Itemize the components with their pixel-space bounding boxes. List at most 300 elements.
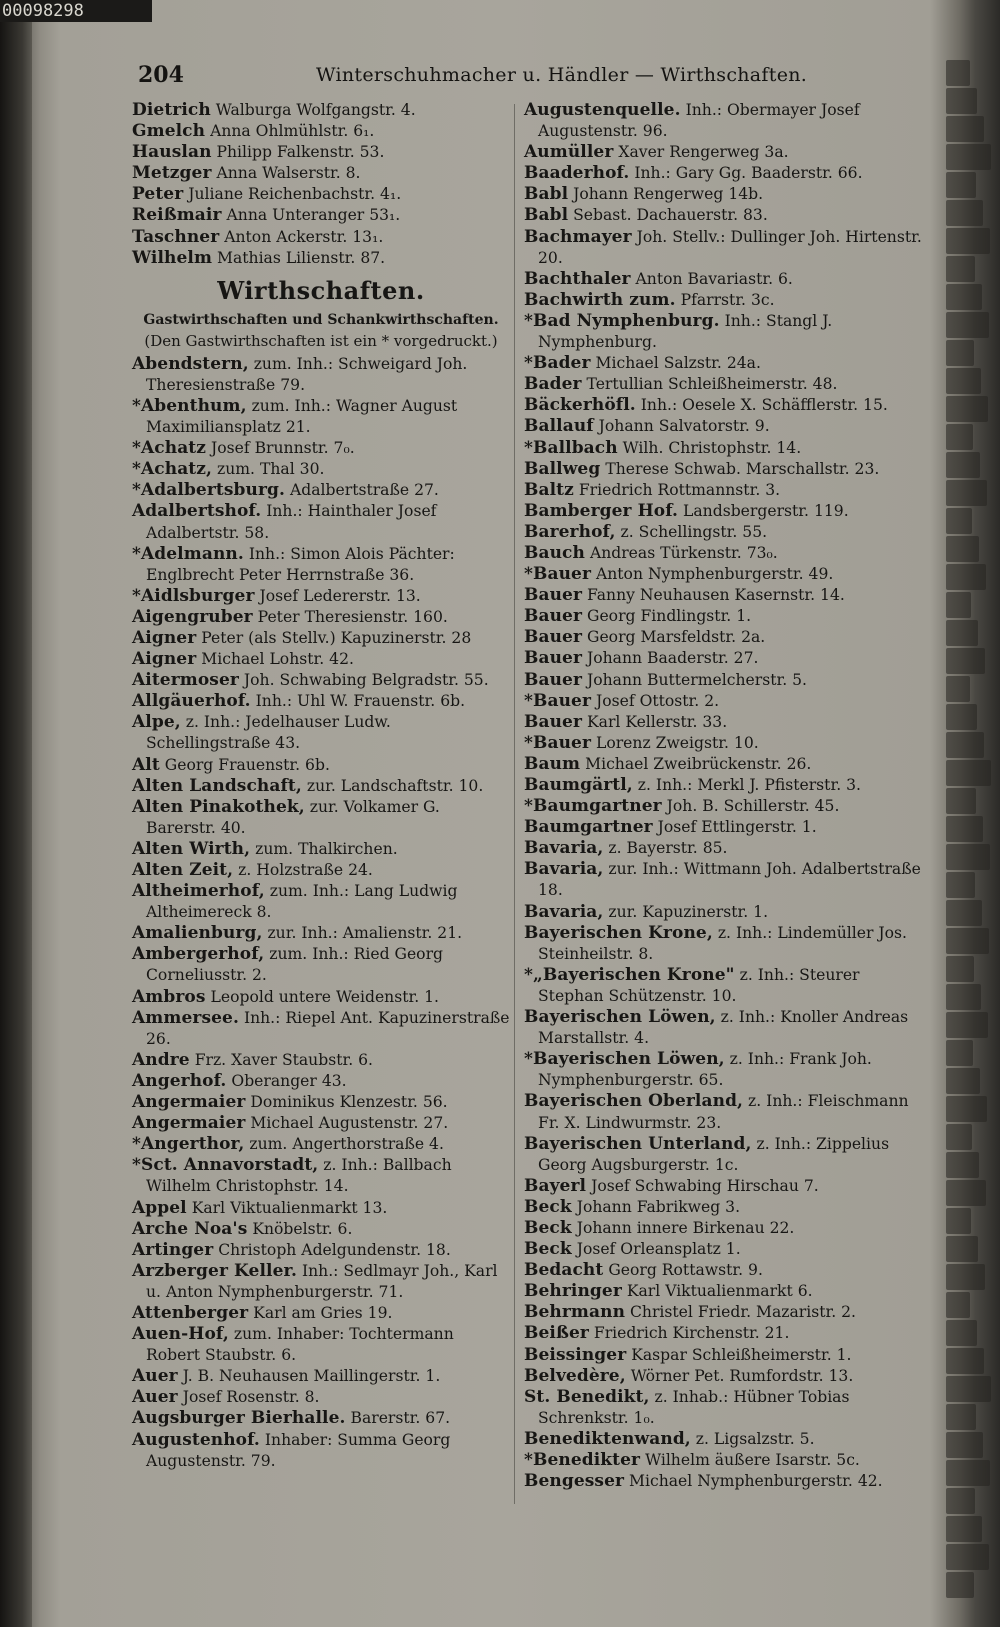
directory-entry [524, 1471, 924, 1492]
entry-name: Bauer [524, 648, 583, 669]
entry-details: Joh. B. Schillerstr. 45. [666, 797, 840, 816]
edge-text-fragment [946, 760, 991, 786]
entry-name: Taschner [132, 226, 220, 247]
directory-entry [132, 1092, 510, 1113]
entry-name: Beissinger [524, 1344, 627, 1365]
entry-details: Sebast. Dachauerstr. 83. [573, 206, 768, 225]
entry-name: Andre [132, 1049, 190, 1070]
directory-entry [132, 100, 510, 121]
directory-entry [524, 543, 924, 564]
directory-entry [524, 606, 924, 627]
entry-details: Inh.: Gary Gg. Baaderstr. 66. [634, 164, 863, 183]
edge-text-fragment [946, 816, 983, 842]
entry-name: Augsburger Bierhalle. [132, 1408, 346, 1429]
directory-entry [132, 163, 510, 184]
entry-name: *Achatz, [132, 459, 213, 480]
entry-details: Josef Orleansplatz 1. [576, 1240, 741, 1259]
entry-name: *Benedikter [524, 1450, 641, 1470]
entry-details: Joh. Stellv.: Dullinger Joh. Hirtenstr. 20. [538, 227, 922, 267]
entry-details: Georg Marsfeldstr. 2a. [587, 628, 766, 647]
directory-entry [132, 544, 510, 586]
entry-details: Barerstr. 67. [350, 1409, 451, 1428]
entry-name: Abendstern, [132, 353, 249, 374]
edge-text-fragment [946, 1544, 989, 1570]
entry-name: Ammersee. [132, 1007, 239, 1028]
section-note: (Den Gastwirthschaften ist ein * vorgedruckt.) [144, 331, 498, 350]
directory-entry [132, 438, 510, 459]
edge-text-fragment [946, 368, 981, 394]
edge-text-fragment [946, 256, 975, 282]
directory-entry [132, 480, 510, 501]
edge-text-fragment [946, 1124, 972, 1150]
directory-entry [524, 501, 924, 522]
edge-text-fragment [946, 1236, 978, 1262]
edge-text-fragment [946, 844, 990, 870]
entry-name: Reißmair [132, 205, 222, 226]
directory-entry [132, 797, 510, 839]
directory-entry [132, 860, 510, 881]
entry-name: Ballweg [524, 458, 601, 479]
entry-name: Auer [132, 1366, 178, 1387]
directory-entry [524, 670, 924, 691]
directory-entry [524, 859, 924, 901]
directory-entry [524, 1176, 924, 1197]
directory-entry [132, 586, 510, 607]
entry-name: Appel [132, 1197, 187, 1218]
entry-details: Christoph Adelgundenstr. 18. [218, 1240, 451, 1259]
entry-name: Ballauf [524, 416, 594, 437]
directory-entry [524, 1049, 924, 1091]
entry-details: Peter (als Stellv.) Kapuzinerstr. 28 [201, 628, 472, 647]
entry-details: Tertullian Schleißheimerstr. 48. [586, 375, 838, 394]
entry-name: Baltz [524, 479, 574, 500]
entry-name: Dietrich [132, 100, 211, 120]
entry-name: Gmelch [132, 121, 206, 142]
directory-entry [524, 1387, 924, 1429]
directory-entry [132, 1261, 510, 1303]
entry-name: Bayerischen Löwen, [524, 1007, 716, 1028]
directory-entry [132, 248, 510, 269]
directory-entry [132, 1366, 510, 1387]
entry-details: Adalbertstraße 27. [290, 481, 439, 500]
entry-details: Juliane Reichenbachstr. 4₁. [188, 185, 402, 204]
entry-name: Bavaria, [524, 859, 604, 880]
directory-entry [524, 733, 924, 754]
entry-details: Frz. Xaver Staubstr. 6. [194, 1050, 374, 1069]
book-spine [0, 22, 32, 1627]
directory-entry [524, 775, 924, 796]
entry-name: Bauer [524, 669, 583, 690]
entry-details: Johann Baaderstr. 27. [587, 649, 759, 668]
directory-entry [132, 881, 510, 923]
entry-details: Wörner Pet. Rumfordstr. 13. [630, 1366, 854, 1385]
entry-name: Alt [132, 754, 160, 775]
directory-entry [524, 205, 924, 226]
entry-details: Johann Salvatorstr. 9. [598, 417, 770, 436]
entry-details: z. Schellingstr. 55. [620, 522, 768, 541]
entry-name: Arzberger Keller. [132, 1260, 298, 1281]
entry-name: Bauer [524, 711, 583, 732]
directory-entry [524, 438, 924, 459]
entry-details: z. Inh.: Merkl J. Pfisterstr. 3. [637, 776, 861, 794]
edge-text-fragment [946, 564, 986, 590]
entry-details: J. B. Neuhausen Maillingerstr. 1. [182, 1367, 441, 1386]
directory-entry [524, 1429, 924, 1450]
directory-entry [132, 396, 510, 438]
edge-text-fragment [946, 1152, 979, 1178]
directory-entry [132, 1240, 510, 1261]
left-column [132, 100, 510, 1472]
directory-entry [524, 1197, 924, 1218]
edge-text-fragment [946, 284, 982, 310]
entry-name: Augustenquelle. [524, 100, 681, 120]
directory-entry [132, 121, 510, 142]
entry-name: *Angerthor, [132, 1134, 245, 1155]
entry-details: z. Holzstraße 24. [238, 861, 373, 879]
directory-entry [132, 227, 510, 248]
entry-details: Inh.: Uhl W. Frauenstr. 6b. [255, 692, 466, 711]
entry-details: Leopold untere Weidenstr. 1. [210, 987, 440, 1006]
entry-details: zur. Kapuzinerstr. 1. [608, 902, 769, 921]
directory-entry [524, 712, 924, 733]
directory-entry [132, 1198, 510, 1219]
directory-entry [524, 1091, 924, 1133]
entry-name: Bäckerhöfl. [524, 395, 636, 416]
directory-entry [524, 754, 924, 775]
entry-name: Alten Pinakothek, [132, 796, 305, 817]
entry-list-wirthschaften-right [524, 100, 924, 1492]
edge-text-fragment [946, 200, 983, 226]
directory-entry [524, 142, 924, 163]
entry-name: Ambros [132, 986, 206, 1007]
entry-details: z. Inhab.: Hübner Tobias Schrenkstr. 1₀. [538, 1387, 850, 1427]
directory-entry [132, 142, 510, 163]
edge-text-fragment [946, 1460, 990, 1486]
entry-name: Alten Zeit, [132, 860, 234, 880]
directory-entry [132, 987, 510, 1008]
entry-name: Beißer [524, 1323, 589, 1344]
entry-name: *Aidlsburger [132, 585, 255, 606]
entry-name: Alten Landschaft, [132, 775, 302, 796]
entry-details: z. Ligsalzstr. 5. [695, 1429, 815, 1448]
entry-details: Knöbelstr. 6. [252, 1219, 353, 1238]
directory-entry [132, 501, 510, 543]
directory-entry [524, 459, 924, 480]
edge-text-fragment [946, 732, 984, 758]
entry-name: Bengesser [524, 1471, 625, 1492]
directory-entry [524, 796, 924, 817]
directory-entry [524, 374, 924, 395]
entry-name: Baum [524, 753, 581, 774]
entry-name: *Bauer [524, 564, 592, 585]
directory-entry [132, 923, 510, 944]
entry-details: Josef Rosenstr. 8. [182, 1388, 320, 1407]
entry-details: Johann Buttermelcherstr. 5. [587, 670, 808, 689]
entry-name: Behrmann [524, 1302, 626, 1323]
entry-name: Aumüller [524, 142, 614, 163]
entry-details: Fanny Neuhausen Kasernstr. 14. [587, 586, 845, 605]
running-title: Winterschuhmacher u. Händler — Wirthschaften. [316, 64, 808, 86]
entry-details: Mathias Lilienstr. 87. [217, 248, 386, 267]
edge-text-fragment [946, 676, 970, 702]
entry-name: Bedacht [524, 1260, 604, 1281]
next-page-edge [940, 0, 1000, 1627]
entry-details: Josef Ettlingerstr. 1. [657, 818, 817, 837]
entry-details: z. Inh.: Ballbach Wilhelm Christophstr. 14. [146, 1156, 452, 1196]
directory-entry [524, 1323, 924, 1344]
directory-entry [524, 100, 924, 142]
entry-details: zum. Inh.: Lang Ludwig Altheimereck 8. [146, 882, 458, 922]
edge-text-fragment [946, 872, 975, 898]
entry-name: Aigengruber [132, 606, 253, 627]
directory-entry [132, 628, 510, 649]
directory-entry [132, 712, 510, 754]
edge-text-fragment [946, 1516, 982, 1542]
edge-text-fragment [946, 1264, 985, 1290]
entry-details: Josef Ledererstr. 13. [259, 586, 421, 605]
directory-entry [132, 1303, 510, 1324]
entry-details: Inh.: Riepel Ant. Kapuzinerstraße 26. [146, 1008, 510, 1048]
entry-list-wirthschaften-left [132, 354, 510, 1472]
entry-details: Inh.: Sedlmayr Joh., Karl u. Anton Nymphenburgerstr. 71. [146, 1261, 498, 1301]
edge-text-fragment [946, 508, 972, 534]
entry-details: Pfarrstr. 3c. [680, 290, 775, 309]
edge-text-fragment [946, 1068, 980, 1094]
entry-name: *Achatz [132, 438, 207, 459]
entry-details: Michael Salzstr. 24a. [595, 354, 761, 373]
edge-text-fragment [946, 1040, 973, 1066]
entry-details: Therese Schwab. Marschallstr. 23. [605, 459, 880, 478]
edge-text-fragment [946, 1012, 988, 1038]
edge-text-fragment [946, 396, 988, 422]
directory-entry [132, 1008, 510, 1050]
entry-details: Christel Friedr. Mazaristr. 2. [630, 1303, 857, 1322]
entry-name: *Bayerischen Löwen, [524, 1049, 725, 1070]
directory-entry [524, 1345, 924, 1366]
directory-entry [524, 416, 924, 437]
directory-entry [132, 649, 510, 670]
entry-details: Johann Rengerweg 14b. [573, 185, 764, 204]
entry-name: St. Benedikt, [524, 1386, 650, 1407]
archive-id-label: 00098298 [0, 0, 152, 22]
edge-text-fragment [946, 1376, 991, 1402]
entry-name: Artinger [132, 1239, 214, 1260]
directory-entry [132, 1430, 510, 1472]
edge-text-fragment [946, 1292, 970, 1318]
entry-details: Wilhelm äußere Isarstr. 5c. [645, 1451, 860, 1469]
entry-details: Lorenz Zweigstr. 10. [595, 733, 759, 752]
entry-name: Bayerischen Krone, [524, 922, 713, 943]
entry-name: Baaderhof. [524, 163, 630, 184]
entry-name: Aigner [132, 627, 197, 648]
entry-details: Karl Viktualienmarkt 13. [191, 1198, 388, 1217]
edge-text-fragment [946, 1320, 977, 1346]
entry-name: Bauer [524, 585, 583, 606]
directory-entry [524, 269, 924, 290]
edge-text-fragment [946, 704, 977, 730]
directory-entry [132, 607, 510, 628]
entry-details: Inhaber: Summa Georg Augustenstr. 79. [146, 1430, 451, 1470]
entry-details: Anton Nymphenburgerstr. 49. [595, 565, 834, 584]
entry-details: Johann innere Birkenau 22. [576, 1218, 795, 1237]
edge-text-fragment [946, 956, 974, 982]
entry-name: Bachmayer [524, 226, 632, 247]
entry-name: *„Bayerischen Krone" [524, 964, 735, 985]
entry-details: zur. Inh.: Wittmann Joh. Adalbertstraße 18. [538, 860, 921, 900]
entry-details: Karl am Gries 19. [253, 1303, 393, 1322]
edge-text-fragment [946, 452, 980, 478]
edge-text-fragment [946, 592, 971, 618]
edge-text-fragment [946, 1432, 983, 1458]
directory-entry [524, 311, 924, 353]
directory-entry [524, 902, 924, 923]
directory-entry [524, 627, 924, 648]
entry-name: Wilhelm [132, 247, 213, 268]
entry-name: Belvedère, [524, 1365, 626, 1386]
entry-details: zum. Inh.: Schweigard Joh. Theresienstraße 79. [146, 354, 468, 394]
directory-entry [132, 1071, 510, 1092]
entry-details: Inh.: Oesele X. Schäfflerstr. 15. [640, 396, 888, 415]
directory-entry [132, 691, 510, 712]
right-column [524, 100, 924, 1492]
edge-text-fragment [946, 116, 984, 142]
entry-name: Ambergerhof, [132, 944, 265, 965]
entry-details: Friedrich Rottmannstr. 3. [578, 480, 781, 499]
entry-name: Beck [524, 1239, 572, 1260]
edge-text-fragment [946, 1208, 971, 1234]
directory-entry [132, 755, 510, 776]
edge-text-fragment [946, 312, 989, 338]
edge-text-fragment [946, 424, 973, 450]
directory-entry [132, 1408, 510, 1429]
entry-details: zum. Inh.: Wagner August Maximiliansplatz 21. [146, 396, 458, 437]
entry-details: Dominikus Klenzestr. 56. [250, 1093, 448, 1112]
entry-details: Michael Lohstr. 42. [201, 650, 354, 669]
page-header [138, 62, 938, 92]
directory-entry [524, 648, 924, 669]
edge-text-fragment [946, 480, 987, 506]
entry-details: Xaver Rengerweg 3a. [618, 143, 789, 162]
directory-entry [524, 480, 924, 501]
directory-entry [524, 691, 924, 712]
entry-name: Barerhof, [524, 521, 616, 542]
directory-entry [132, 776, 510, 797]
edge-text-fragment [946, 1488, 975, 1514]
entry-details: zur. Volkamer G. Barerstr. 40. [146, 797, 440, 837]
entry-name: *Bauer [524, 690, 592, 711]
entry-details: z. Inh.: Steurer Stephan Schützenstr. 10. [538, 965, 860, 1005]
directory-entry [524, 923, 924, 965]
entry-name: Alpe, [132, 712, 181, 733]
entry-name: Bauer [524, 627, 583, 648]
next-page-edge-lines [946, 60, 1000, 1600]
edge-text-fragment [946, 984, 981, 1010]
edge-text-fragment [946, 60, 970, 86]
entry-name: Aitermoser [132, 670, 239, 691]
edge-text-fragment [946, 648, 985, 674]
directory-entry [132, 670, 510, 691]
entry-name: Babl [524, 184, 569, 205]
entry-details: Anton Ackerstr. 13₁. [224, 227, 384, 246]
entry-details: z. Inh.: Jedelhauser Ludw. Schellingstraße 43. [146, 713, 391, 753]
entry-name: Auer [132, 1387, 178, 1408]
directory-entry [132, 205, 510, 226]
entry-name: *Bauer [524, 732, 592, 753]
directory-entry [132, 184, 510, 205]
entry-name: *Adelmann. [132, 543, 244, 564]
entry-details: Karl Kellerstr. 33. [587, 712, 728, 731]
entry-details: z. Inh.: Zippelius Georg Augsburgerstr. 1c. [538, 1134, 890, 1174]
entry-details: Karl Viktualienmarkt 6. [626, 1282, 813, 1301]
entry-name: Bayerl [524, 1175, 587, 1196]
entry-name: Bavaria, [524, 901, 604, 922]
entry-details: z. Inh.: Fleischmann Fr. X. Lindwurmstr. 23. [538, 1092, 909, 1132]
directory-entry [524, 522, 924, 543]
edge-text-fragment [946, 1348, 984, 1374]
edge-text-fragment [946, 900, 982, 926]
entry-details: Michael Augustenstr. 27. [250, 1114, 449, 1133]
directory-entry [524, 1302, 924, 1323]
entry-name: Arche Noa's [132, 1218, 248, 1239]
entry-details: Georg Rottawstr. 9. [608, 1261, 763, 1280]
entry-name: Aigner [132, 649, 197, 670]
edge-text-fragment [946, 1404, 976, 1430]
directory-entry [524, 163, 924, 184]
directory-entry [524, 1007, 924, 1049]
edge-text-fragment [946, 928, 989, 954]
entry-details: Inh.: Hainthaler Josef Adalbertstr. 58. [146, 502, 437, 542]
directory-entry [524, 395, 924, 416]
entry-details: zum. Inh.: Ried Georg Corneliusstr. 2. [146, 945, 444, 985]
entry-details: Michael Nymphenburgerstr. 42. [629, 1472, 883, 1491]
column-divider [514, 104, 515, 1504]
entry-details: zum. Thalkirchen. [255, 839, 398, 858]
entry-name: Baumgärtl, [524, 775, 633, 795]
entry-name: Beck [524, 1217, 572, 1238]
entry-details: z. Inh.: Frank Joh. Nymphenburgerstr. 65. [538, 1050, 872, 1090]
edge-text-fragment [946, 620, 978, 646]
entry-name: Bamberger Hof. [524, 500, 679, 521]
entry-name: Angermaier [132, 1092, 246, 1113]
directory-entry [524, 585, 924, 606]
entry-details: Inh.: Simon Alois Pächter: Englbrecht Peter Herrnstraße 36. [146, 544, 455, 584]
entry-name: Bayerischen Oberland, [524, 1091, 744, 1112]
entry-name: Auen-Hof, [132, 1324, 229, 1345]
entry-details: Josef Schwabing Hirschau 7. [591, 1176, 819, 1195]
entry-details: Andreas Türkenstr. 73₀. [589, 543, 778, 562]
entry-details: Anna Walserstr. 8. [216, 164, 361, 183]
entry-details: Walburga Wolfgangstr. 4. [215, 101, 416, 119]
entry-details: Friedrich Kirchenstr. 21. [593, 1324, 790, 1343]
directory-entry [524, 817, 924, 838]
directory-entry [524, 838, 924, 859]
entry-details: Anna Ohlmühlstr. 6₁. [210, 122, 375, 141]
directory-entry [524, 1366, 924, 1387]
entry-name: Angermaier [132, 1113, 246, 1134]
directory-entry [132, 459, 510, 480]
page-number: 204 [138, 62, 184, 88]
entry-details: z. Inh.: Lindemüller Jos. Steinheilstr. 8. [538, 923, 907, 963]
entry-name: Baumgartner [524, 817, 653, 838]
entry-details: Josef Ottostr. 2. [595, 691, 720, 710]
entry-name: Augustenhof. [132, 1429, 260, 1450]
directory-entry [132, 839, 510, 860]
directory-entry [132, 1155, 510, 1197]
entry-name: Beck [524, 1196, 572, 1217]
entry-details: Michael Zweibrückenstr. 26. [585, 754, 812, 773]
directory-entry [132, 1134, 510, 1155]
directory-entry [524, 290, 924, 311]
